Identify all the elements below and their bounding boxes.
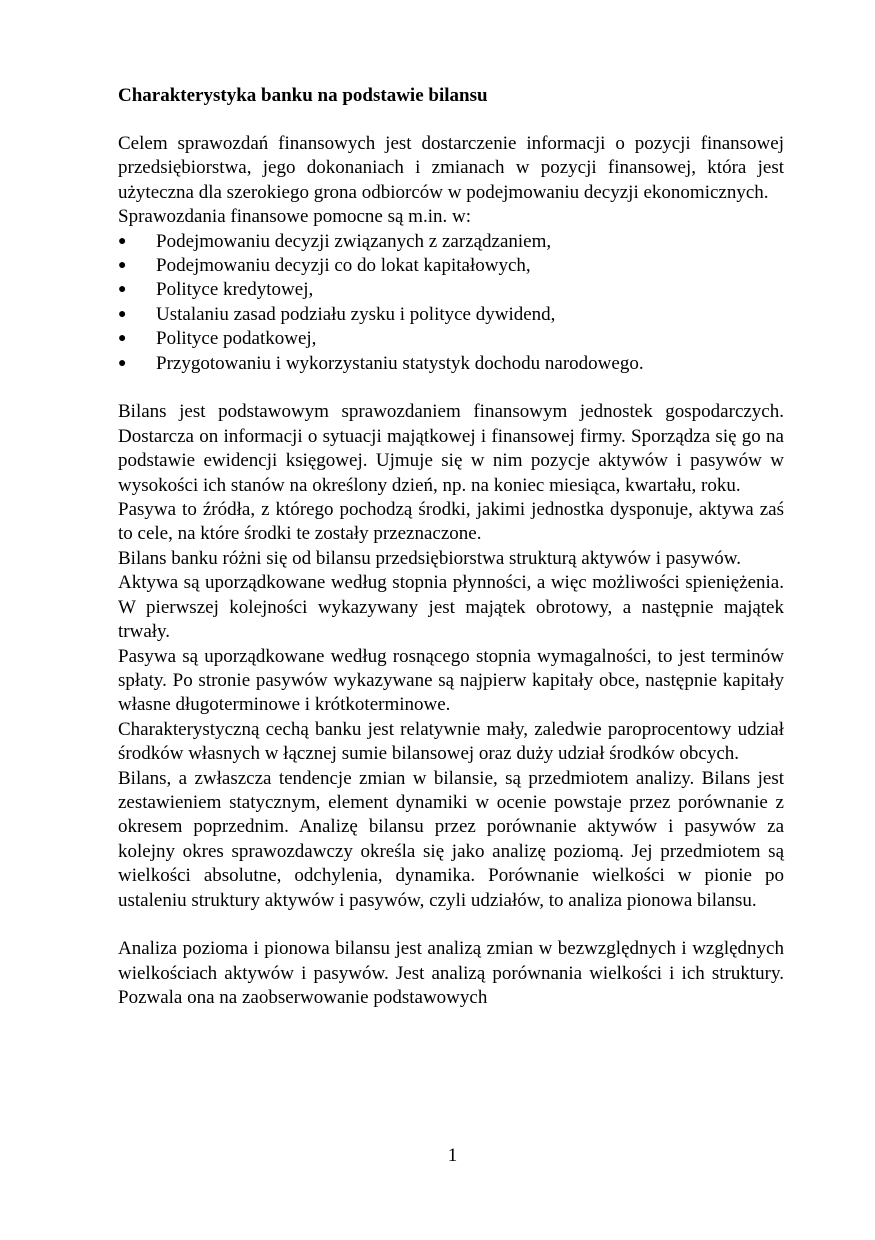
- list-item-text: Ustalaniu zasad podziału zysku i polityce dywidend,: [156, 303, 556, 325]
- intro-paragraph: Celem sprawozdań finansowych jest dostarczenie informacji o pozycji finansowej przedsiębiorstwa, jego dokonaniach i zmianach w pozycji finansowej, która jest użyteczna dla szerokiego grona odbiorców w podejmowaniu decyzji ekonomicznych.: [118, 133, 784, 203]
- list-item-text: Podejmowaniu decyzji związanych z zarządzaniem,: [156, 230, 552, 252]
- paragraph-final: Analiza pozioma i pionowa bilansu jest analizą zmian w bezwzględnych i względnych wielkościach aktywów i pasywów. Jest analizą porównania wielkości i ich struktury. Pozwala ona na zaobserwowanie podstawowych: [118, 938, 784, 1009]
- page-number: 1: [447, 1145, 458, 1166]
- paragraph-spacer: [118, 913, 784, 937]
- list-item: [118, 303, 784, 327]
- list-lead: Sprawozdania finansowe pomocne są m.in. w:: [118, 206, 471, 228]
- list-item: [118, 254, 784, 278]
- paragraph-bank-balance: Bilans banku różni się od bilansu przedsiębiorstwa strukturą aktywów i pasywów.: [118, 547, 742, 569]
- list-item: [118, 278, 784, 302]
- bullet-dot-icon: ●: [118, 233, 127, 249]
- bullet-dot-icon: ●: [118, 258, 127, 274]
- list-item: [118, 352, 784, 376]
- list-item-text: Polityce kredytowej,: [156, 279, 314, 301]
- document-title: Charakterystyka banku na podstawie bilansu: [118, 85, 488, 106]
- paragraph-analysis: Bilans, a zwłaszcza tendencje zmian w bilansie, są przedmiotem analizy. Bilans jest zestawieniem statycznym, element dynamiki w ocenie powstaje przez porównanie z okresem poprzednim. Analizę bilansu przez porównanie aktywów i pasywów za kolejny okres sprawozdawczy określa się jako analizę poziomą. Jej przedmiotem są wielkości absolutne, odchylenia, dynamika. Porównanie wielkości w pionie po ustaleniu struktury aktywów i pasywów, czyli udziałów, to analiza pionowa bilansu.: [118, 767, 784, 911]
- bullet-dot-icon: ●: [118, 306, 127, 322]
- document-body: [118, 84, 784, 1011]
- bullet-dot-icon: ●: [118, 282, 127, 298]
- paragraph-pasywa-order: Pasywa są uporządkowane według rosnącego stopnia wymagalności, to jest terminów spłaty. Po stronie pasywów wykazywane są najpierw kapitały obce, następnie kapitały własne długoterminowe i krótkoterminowe.: [118, 645, 784, 716]
- list-item-text: Podejmowaniu decyzji co do lokat kapitałowych,: [156, 255, 531, 277]
- list-item: [118, 230, 784, 254]
- paragraph-bank-feature: Charakterystyczną cechą banku jest relatywnie mały, zaledwie paroprocentowy udział środków własnych w łącznej sumie bilansowej oraz duży udział środków obcych.: [118, 718, 784, 765]
- paragraph-spacer: [118, 376, 784, 400]
- paragraph-aktywa: Aktywa są uporządkowane według stopnia płynności, a więc możliwości spieniężenia. W pierwszej kolejności wykazywany jest majątek obrotowy, a następnie majątek trwały.: [118, 572, 784, 643]
- paragraph-pasywa: Pasywa to źródła, z którego pochodzą środki, jakimi jednostka dysponuje, aktywa zaś to cele, na które środki te zostały przeznaczone.: [118, 499, 784, 545]
- list-item-text: Przygotowaniu i wykorzystaniu statystyk dochodu narodowego.: [156, 352, 644, 374]
- list-item: [118, 327, 784, 351]
- bullet-dot-icon: ●: [118, 331, 127, 347]
- list-item-text: Polityce podatkowej,: [156, 328, 317, 350]
- bullet-dot-icon: ●: [118, 355, 127, 371]
- bullet-list: [118, 230, 784, 376]
- paragraph-bilans-definition: Bilans jest podstawowym sprawozdaniem finansowym jednostek gospodarczych. Dostarcza on informacji o sytuacji majątkowej i finansowej firmy. Sporządza się go na podstawie ewidencji księgowej. Ujmuje się w nim pozycje aktywów i pasywów w wysokości ich stanów na określony dzień, np. na koniec miesiąca, kwartału, roku.: [118, 401, 784, 496]
